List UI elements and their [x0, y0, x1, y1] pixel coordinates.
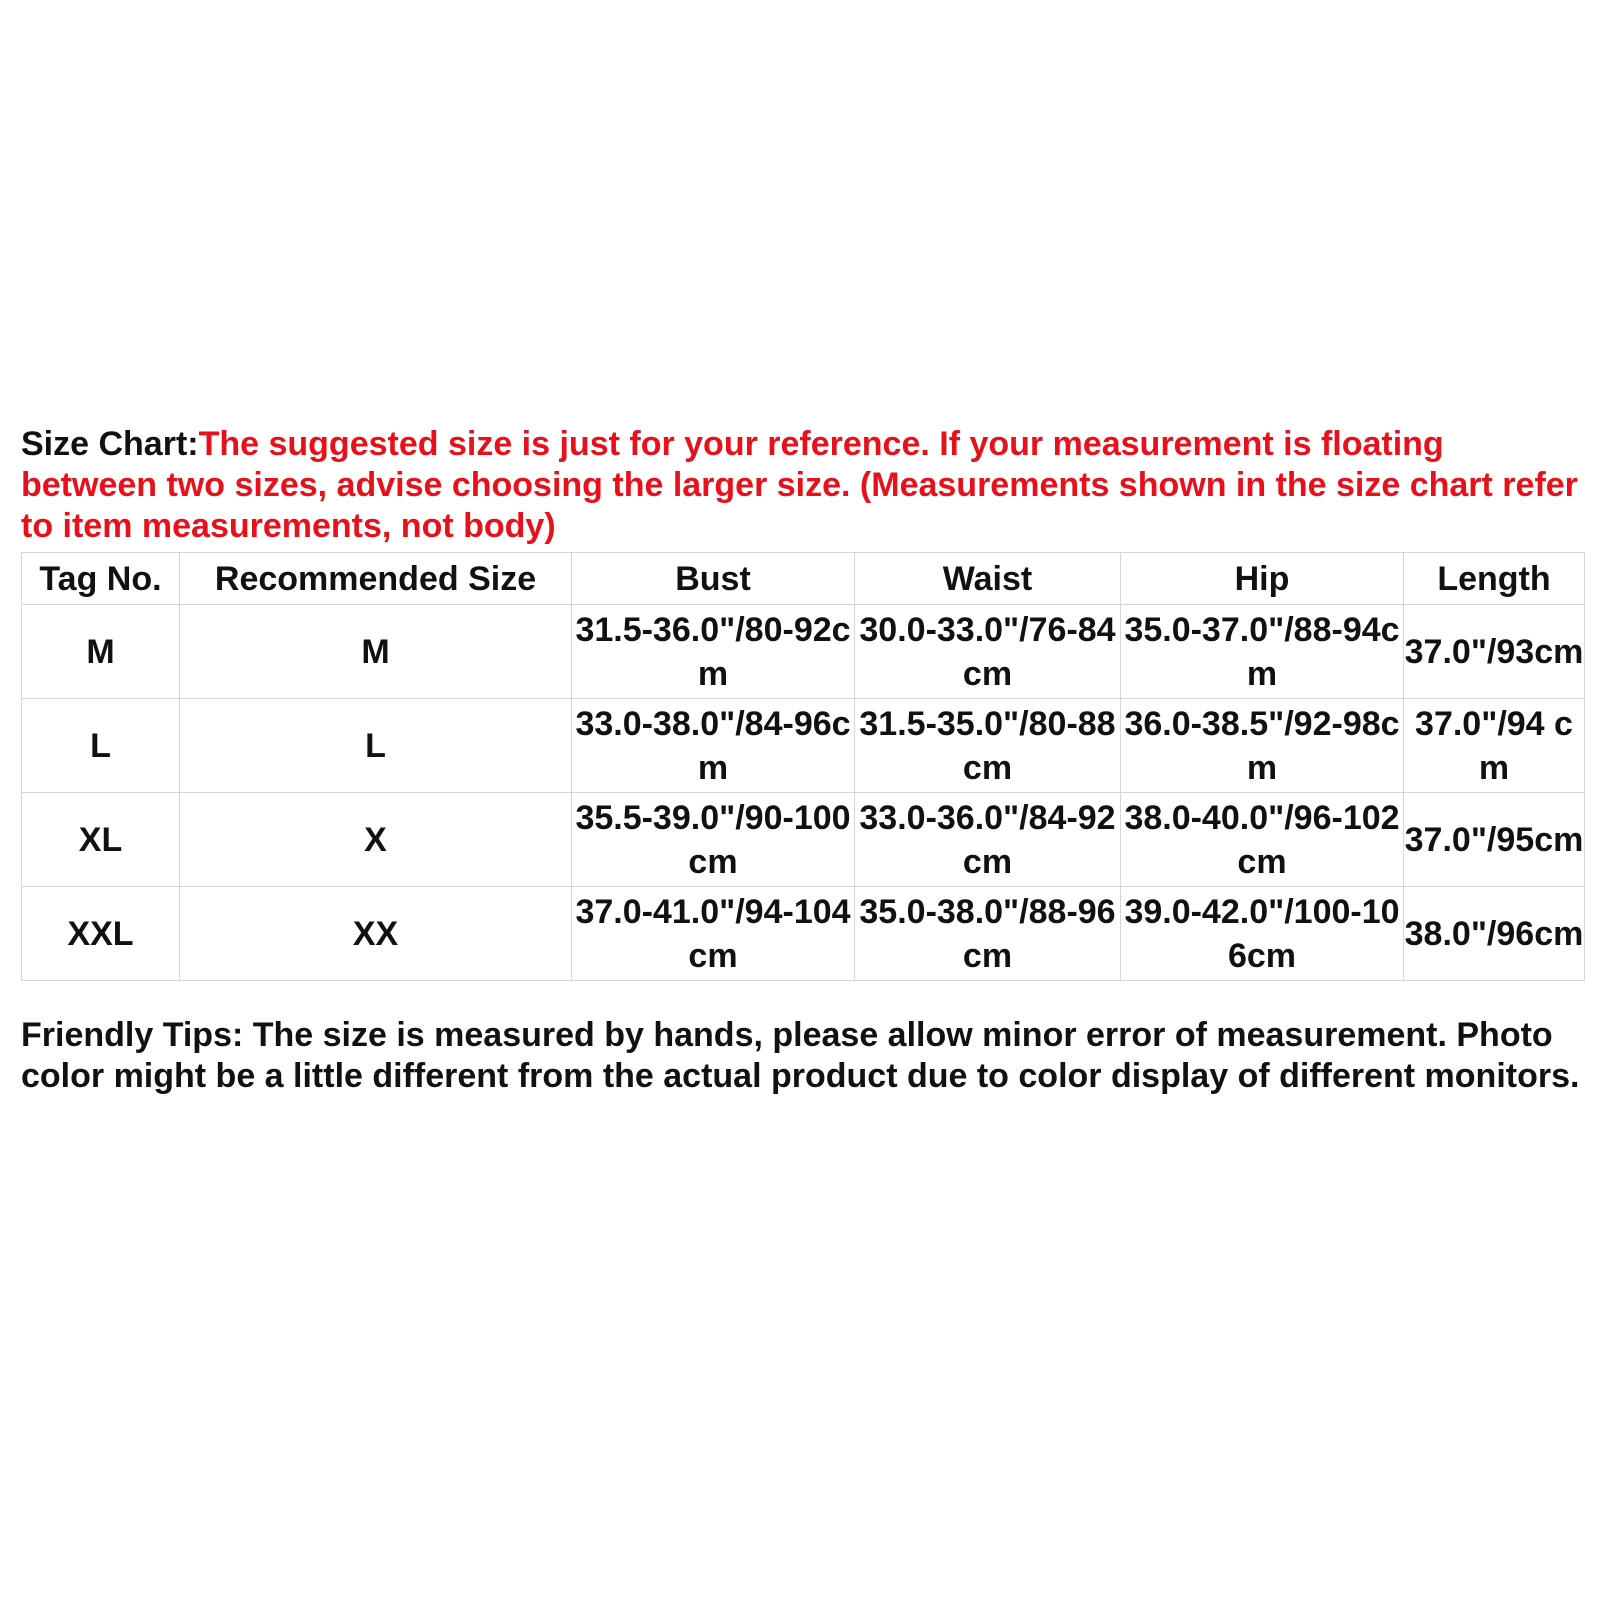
tag-no-cell: XXL: [22, 887, 180, 981]
size-table: [21, 552, 1585, 981]
header-length: Length: [1404, 553, 1585, 605]
tag-no-cell: M: [22, 605, 180, 699]
table-header-row: [22, 553, 1585, 605]
size-chart-label: Size Chart:: [21, 425, 199, 463]
waist-cell: 35.0-38.0"/88-96cm: [855, 887, 1121, 981]
waist-cell: 30.0-33.0"/76-84cm: [855, 605, 1121, 699]
tag-no-cell: XL: [22, 793, 180, 887]
bust-cell: 31.5-36.0"/80-92cm: [572, 605, 855, 699]
header-tag-no: Tag No.: [22, 553, 180, 605]
length-cell: 37.0"/94 cm: [1404, 699, 1585, 793]
tag-no-cell: L: [22, 699, 180, 793]
recommended-size-cell: X: [180, 793, 572, 887]
hip-cell: 39.0-42.0"/100-106cm: [1121, 887, 1404, 981]
header-waist: Waist: [855, 553, 1121, 605]
size-chart-intro: [21, 424, 1581, 547]
hip-cell: 35.0-37.0"/88-94cm: [1121, 605, 1404, 699]
table-row: [22, 605, 1585, 699]
recommended-size-cell: L: [180, 699, 572, 793]
header-bust: Bust: [572, 553, 855, 605]
waist-cell: 33.0-36.0"/84-92cm: [855, 793, 1121, 887]
bust-cell: 35.5-39.0"/90-100cm: [572, 793, 855, 887]
hip-cell: 36.0-38.5"/92-98cm: [1121, 699, 1404, 793]
size-advice-note: The suggested size is just for your reference. If your measurement is floating between two sizes, advise choosing the larger size. (Measurements shown in the size chart refer to item measurements, not body): [21, 425, 1578, 545]
table-row: [22, 793, 1585, 887]
friendly-tips: Friendly Tips: The size is measured by hands, please allow minor error of measurement. Photo color might be a little different from the actual product due to color display of different monitors.: [21, 1016, 1580, 1095]
bust-cell: 33.0-38.0"/84-96cm: [572, 699, 855, 793]
recommended-size-cell: M: [180, 605, 572, 699]
bust-cell: 37.0-41.0"/94-104cm: [572, 887, 855, 981]
length-cell: 37.0"/93cm: [1404, 605, 1585, 699]
waist-cell: 31.5-35.0"/80-88cm: [855, 699, 1121, 793]
header-recommended-size: Recommended Size: [180, 553, 572, 605]
table-row: [22, 699, 1585, 793]
table-row: [22, 887, 1585, 981]
recommended-size-cell: XX: [180, 887, 572, 981]
length-cell: 37.0"/95cm: [1404, 793, 1585, 887]
hip-cell: 38.0-40.0"/96-102cm: [1121, 793, 1404, 887]
length-cell: 38.0"/96cm: [1404, 887, 1585, 981]
header-hip: Hip: [1121, 553, 1404, 605]
